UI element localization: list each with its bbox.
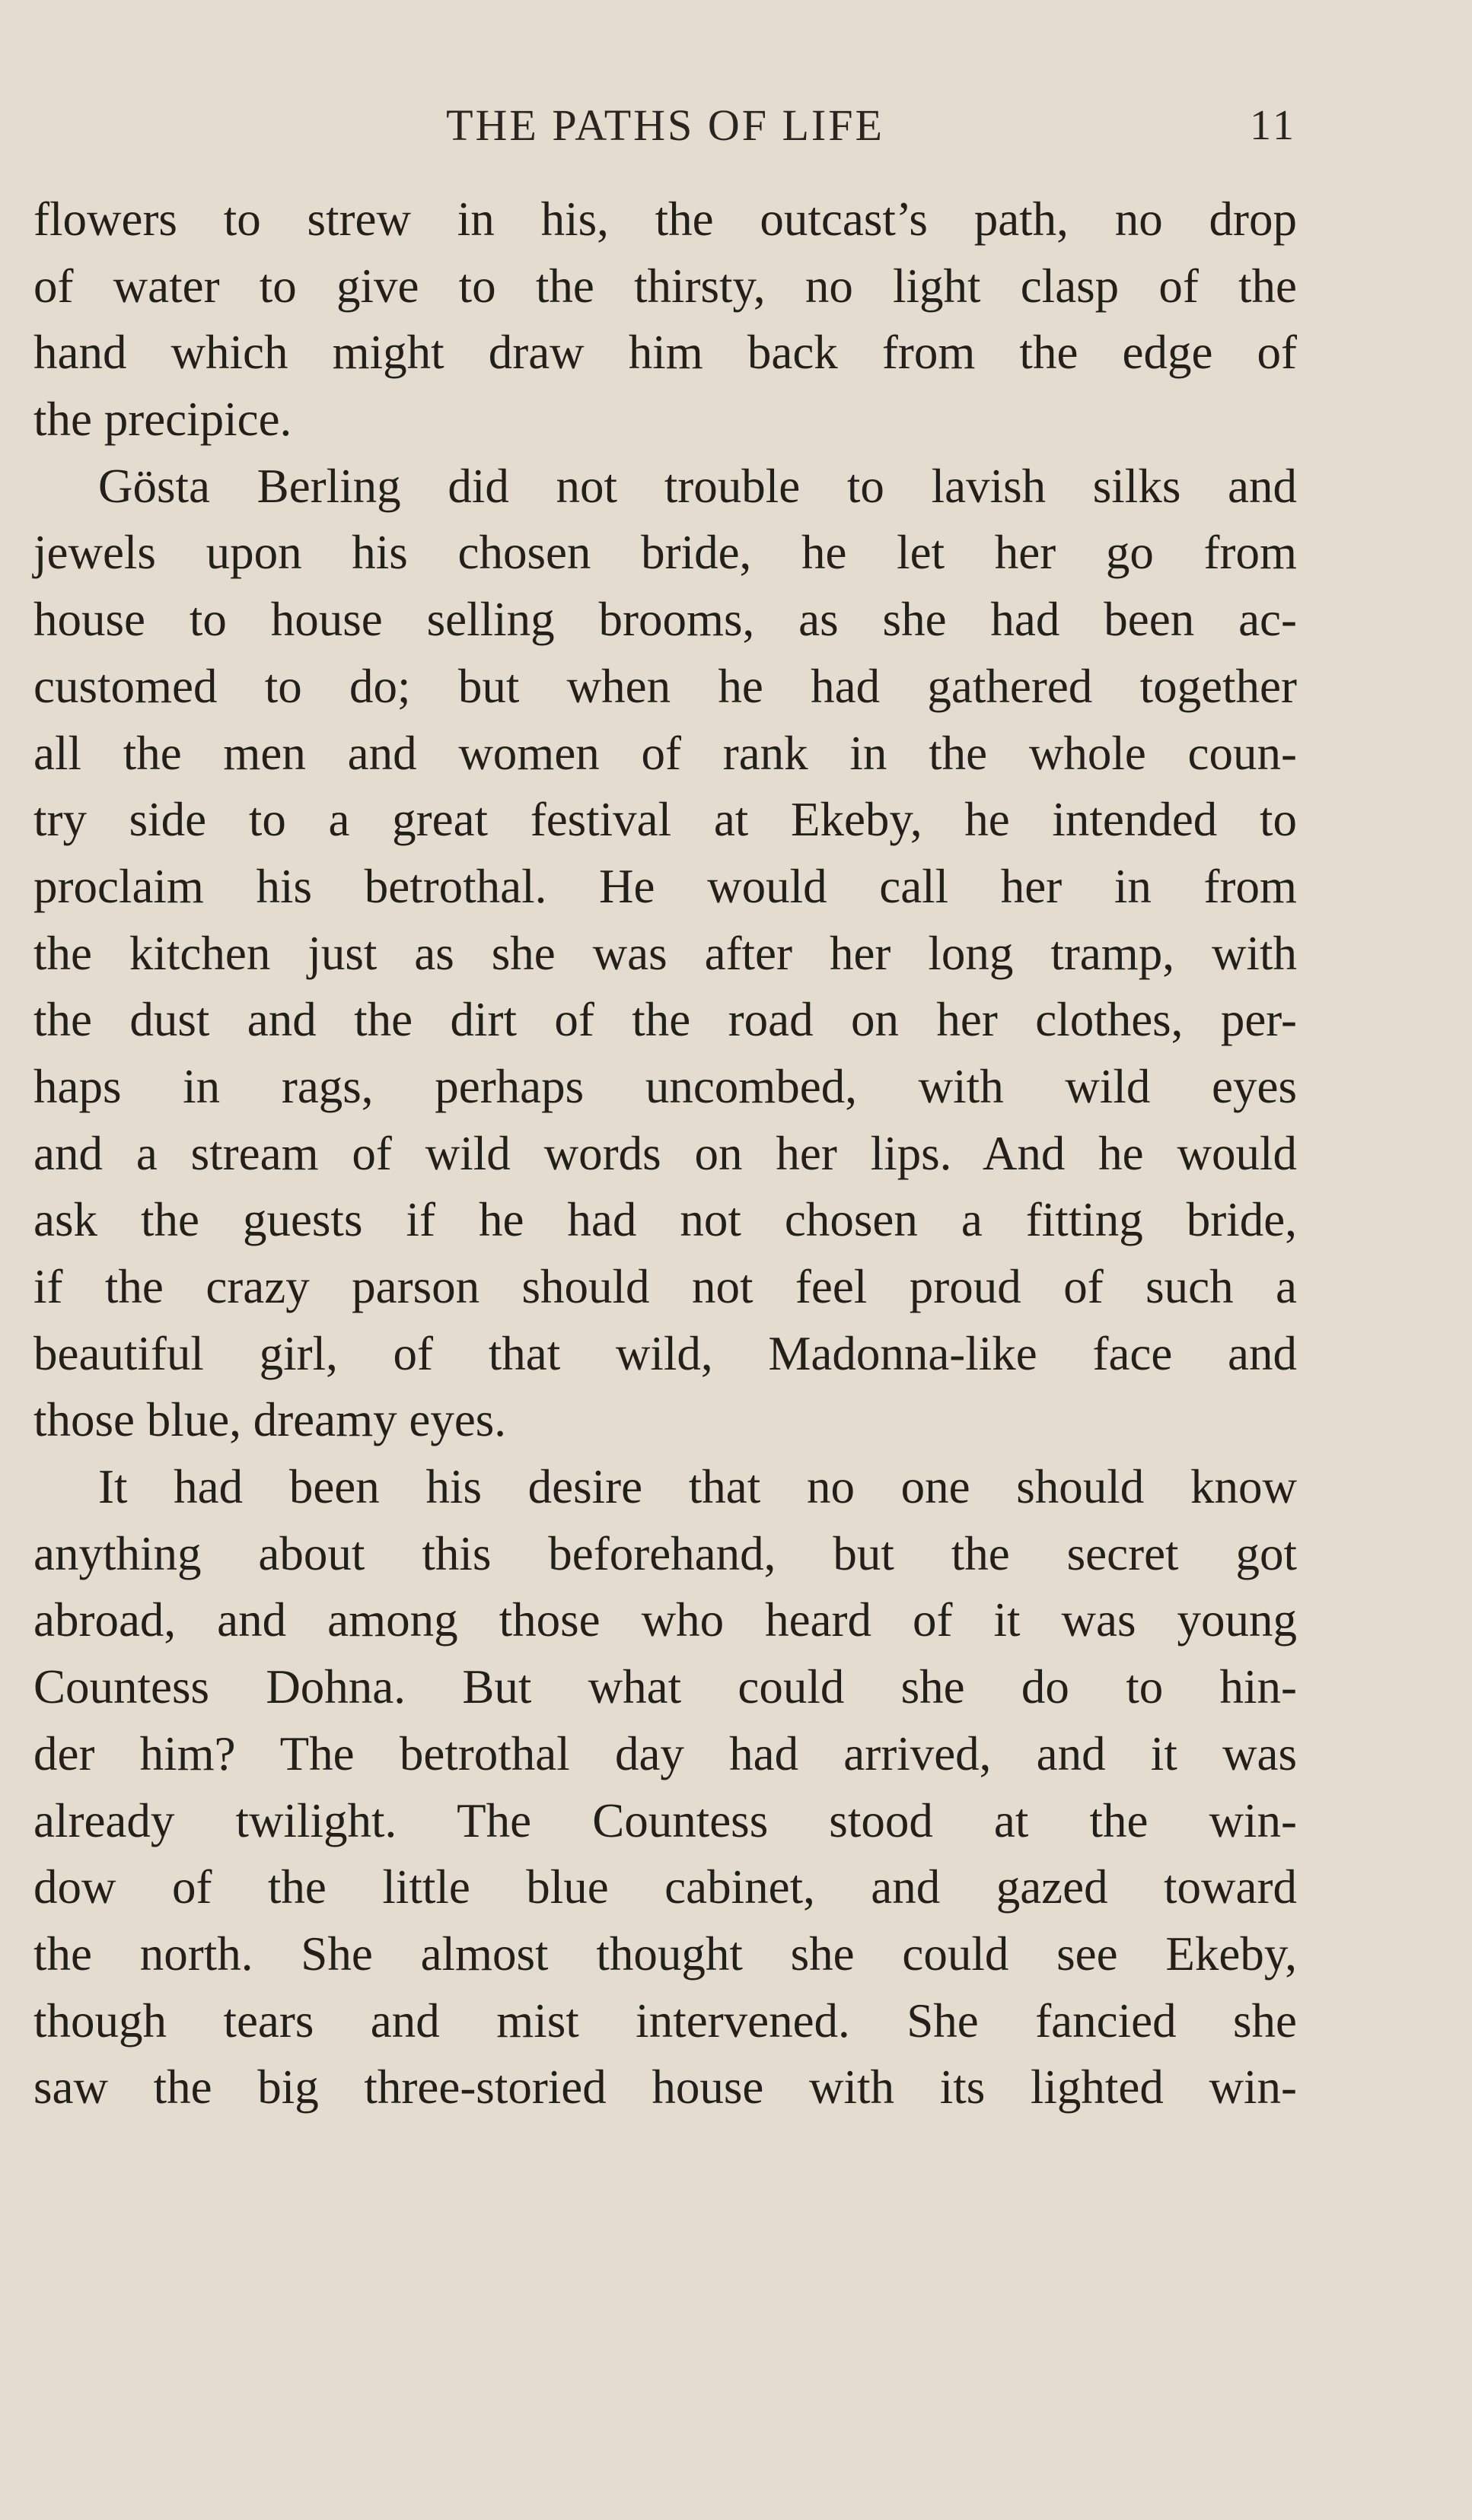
- text-line: the dust and the dirt of the road on her clothes, per-: [33, 993, 1297, 1047]
- text-line: and a stream of wild words on her lips. And he would: [33, 1126, 1297, 1180]
- text-line: anything about this beforehand, but the secret got: [33, 1526, 1297, 1580]
- text-line: ask the guests if he had not chosen a fitting bride,: [33, 1193, 1297, 1247]
- text-line: haps in rags, perhaps uncombed, with wild eyes: [33, 1059, 1297, 1113]
- text-line: customed to do; but when he had gathered together: [33, 659, 1297, 713]
- text-line: all the men and women of rank in the whole coun-: [33, 726, 1297, 780]
- text-line: der him? The betrothal day had arrived, and it was: [33, 1726, 1297, 1780]
- text-line: though tears and mist intervened. She fancied she: [33, 1993, 1297, 2048]
- text-line: Gösta Berling did not trouble to lavish silks and: [98, 459, 1297, 513]
- text-line: if the crazy parson should not feel proud of such a: [33, 1260, 1297, 1313]
- text-line: already twilight. The Countess stood at the win-: [33, 1793, 1297, 1847]
- body-text: [33, 186, 1297, 2121]
- text-line: It had been his desire that no one should know: [98, 1460, 1297, 1514]
- text-line: dow of the little blue cabinet, and gazed toward: [33, 1860, 1297, 1914]
- text-line: house to house selling brooms, as she had been ac-: [33, 593, 1297, 647]
- text-line: the north. She almost thought she could see Ekeby,: [33, 1927, 1297, 1981]
- text-line: try side to a great festival at Ekeby, he intended to: [33, 793, 1297, 847]
- text-line: Countess Dohna. But what could she do to hin-: [33, 1660, 1297, 1714]
- text-line: of water to give to the thirsty, no light clasp of the: [33, 259, 1297, 313]
- text-line: the precipice.: [33, 393, 292, 447]
- text-line: those blue, dreamy eyes.: [33, 1393, 507, 1447]
- text-line: hand which might draw him back from the edge of: [33, 326, 1297, 380]
- text-line: abroad, and among those who heard of it was young: [33, 1593, 1297, 1647]
- text-line: flowers to strew in his, the outcast’s path, no drop: [33, 192, 1297, 246]
- page-number: 11: [1250, 102, 1297, 149]
- text-line: proclaim his betrothal. He would call her in from: [33, 859, 1297, 913]
- text-line: beautiful girl, of that wild, Madonna-like face and: [33, 1326, 1297, 1380]
- text-line: jewels upon his chosen bride, he let her go from: [33, 526, 1297, 580]
- text-line: the kitchen just as she was after her long tramp, with: [33, 926, 1297, 980]
- running-title: THE PATHS OF LIFE: [446, 100, 884, 150]
- running-head: [33, 95, 1297, 156]
- text-line: saw the big three-storied house with its lighted win-: [33, 2060, 1297, 2114]
